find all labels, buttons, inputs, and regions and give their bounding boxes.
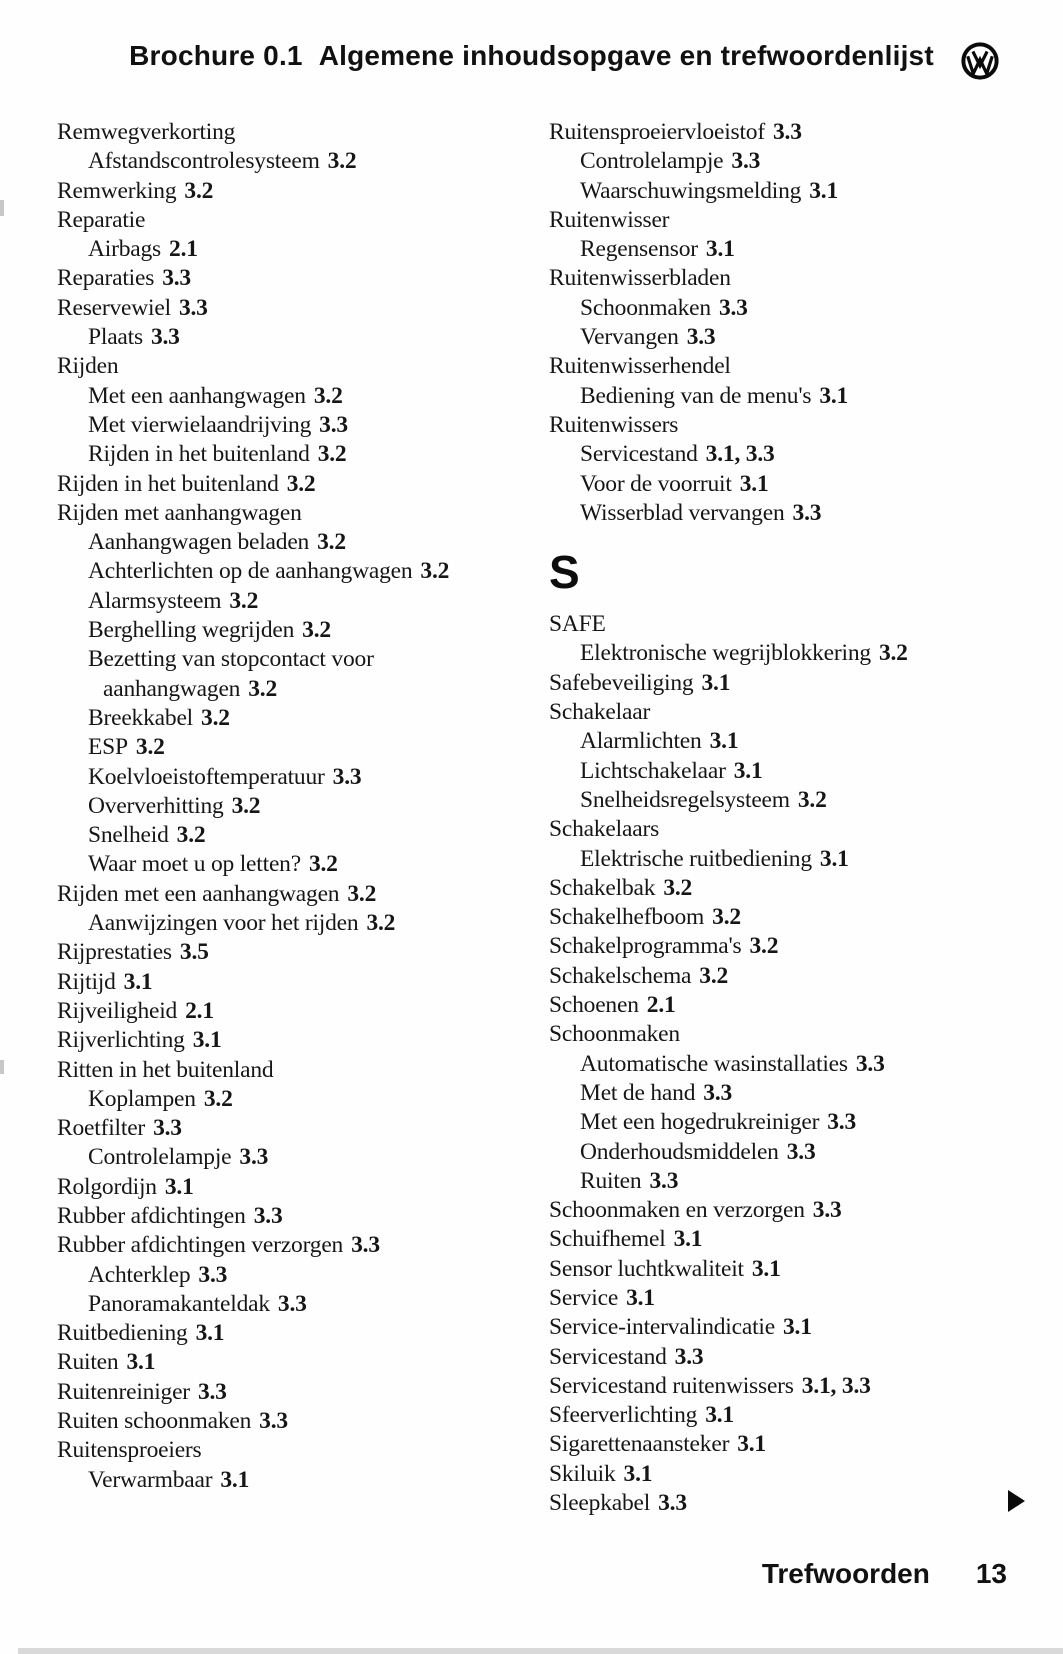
index-entry <box>57 1348 517 1377</box>
index-entry-section-number: 3.1 <box>809 177 839 204</box>
index-entry <box>57 997 517 1026</box>
index-entry-label: Controlelampje <box>580 148 724 175</box>
index-entry-label: Voor de voorruit <box>580 470 732 497</box>
index-entry <box>549 1020 1029 1049</box>
index-entry-section-number: 3.1 <box>164 1173 194 1200</box>
index-entry-label: Service <box>549 1284 619 1311</box>
index-entry-label: Alarmlichten <box>580 728 702 755</box>
index-entry-label: Aanhangwagen beladen <box>88 529 310 556</box>
index-entry-label: Ruitenreiniger <box>57 1378 190 1405</box>
scan-artifact-tick <box>0 1060 4 1074</box>
index-entry-section-number: 3.3 <box>162 265 191 292</box>
index-entry-label: Sigarettenaansteker <box>549 1431 730 1458</box>
scan-artifact-tick <box>0 200 4 216</box>
index-entry-section-number: 3.3 <box>332 763 362 790</box>
index-entry-label: Snelheidsregelsysteem <box>580 786 790 813</box>
index-entry-section-number: 3.2 <box>184 177 214 204</box>
index-entry <box>549 1343 1029 1372</box>
index-entry-section-number: 3.2 <box>420 558 450 585</box>
index-entry-label: ESP <box>88 734 128 761</box>
index-entry-label: Regensensor <box>580 236 698 263</box>
index-entry-section-number: 3.3 <box>674 1343 704 1370</box>
index-entry-section-number: 3.1 <box>626 1284 655 1311</box>
index-entry <box>57 850 517 879</box>
index-entry-section-number: 3.3 <box>178 294 208 321</box>
index-entry-label: Waarschuwingsmelding <box>580 177 802 204</box>
index-entry-section-number: 3.1, 3.3 <box>801 1372 871 1399</box>
index-entry-section-number: 3.2 <box>203 1085 233 1112</box>
index-entry-section-number: 3.1 <box>819 382 849 409</box>
index-entry <box>549 264 1029 293</box>
index-entry-label: Remwerking <box>57 177 177 204</box>
index-entry-label: Roetfilter <box>57 1115 146 1142</box>
index-entry <box>549 1196 1029 1225</box>
index-entry <box>549 411 1029 440</box>
index-entry <box>549 382 1029 411</box>
index-entry <box>57 294 517 323</box>
index-entry-label: Bediening van de menu's <box>580 382 812 409</box>
index-entry-label: Rubber afdichtingen <box>57 1202 246 1229</box>
index-entry-label: Rolgordijn <box>57 1173 157 1200</box>
index-entry-label: Berghelling wegrijden <box>88 617 295 644</box>
index-entry <box>549 470 1029 499</box>
index-entry-label: Met de hand <box>580 1079 696 1106</box>
index-entry-section-number: 3.3 <box>786 1138 816 1165</box>
index-entry-section-number: 3.2 <box>231 792 261 819</box>
index-entry-label: Sleepkabel <box>549 1490 651 1517</box>
index-entry-section-number: 3.3 <box>239 1144 269 1171</box>
index-entry-label: Ruitensproeiervloeistof <box>549 119 765 145</box>
index-entry <box>549 1284 1029 1313</box>
index-entry-section-number: 3.2 <box>135 734 165 761</box>
index-entry <box>57 206 517 235</box>
index-entry-label: Rijprestaties <box>57 939 172 966</box>
index-entry-section-number: 3.2 <box>366 910 396 937</box>
index-entry <box>549 874 1029 903</box>
index-entry-label: Servicestand <box>580 441 698 468</box>
index-entry <box>57 147 517 176</box>
index-entry-section-number: 3.3 <box>812 1197 842 1224</box>
page-footer <box>0 1558 1007 1590</box>
index-entry <box>57 411 517 440</box>
index-entry-section-number: 2.1 <box>169 236 198 263</box>
index-entry-label: Elektronische wegrijblokkering <box>580 640 871 667</box>
index-entry-label: Automatische wasinstallaties <box>580 1050 848 1077</box>
index-entry <box>549 991 1029 1020</box>
index-entry-label: Snelheid <box>88 822 169 849</box>
index-entry <box>549 1138 1029 1167</box>
index-entry <box>57 118 517 147</box>
index-entry-label: Reparaties <box>57 265 155 292</box>
index-entry <box>549 1108 1029 1137</box>
index-entry-section-number: 3.3 <box>150 324 180 351</box>
index-entry-label: Schoonmaken en verzorgen <box>549 1197 805 1224</box>
index-entry-label: Ruitbediening <box>57 1320 188 1347</box>
index-entry-section-number: 3.2 <box>248 675 278 702</box>
index-entry <box>57 821 517 850</box>
index-column-left <box>57 118 517 1495</box>
index-entry-section-number: 3.3 <box>731 148 761 175</box>
index-entry <box>57 470 517 499</box>
index-entry-label: Rijden met aanhangwagen <box>57 499 302 526</box>
index-entry-label: Servicestand <box>549 1343 667 1370</box>
index-entry-label: Ritten in het buitenland <box>57 1056 274 1083</box>
index-entry-section-number: 3.2 <box>663 874 693 901</box>
index-entry <box>549 177 1029 206</box>
index-entry-label: Rijden met een aanhangwagen <box>57 880 340 907</box>
index-entry <box>549 757 1029 786</box>
index-entry-section-number: 3.2 <box>229 587 259 614</box>
index-entry <box>549 845 1029 874</box>
index-entry-label: Ruitenwissers <box>549 411 679 438</box>
index-entry-label: Waar moet u op letten? <box>88 851 301 878</box>
index-entry-label: Onderhoudsmiddelen <box>580 1138 779 1165</box>
index-entry-label: Met vierwielaandrijving <box>88 411 312 438</box>
index-entry-section-number: 3.2 <box>878 640 908 667</box>
index-entry-label: Elektrische ruitbediening <box>580 845 812 872</box>
index-entry-label: Afstandscontrolesysteem <box>88 148 320 175</box>
index-entry <box>57 1378 517 1407</box>
index-entry-section-number: 3.1 <box>782 1314 812 1341</box>
index-entry-section-number: 3.2 <box>286 470 316 497</box>
index-entry-section-number: 3.3 <box>703 1079 733 1106</box>
index-entry-label: Koelvloeistoftemperatuur <box>88 763 325 790</box>
index-entry <box>57 235 517 264</box>
index-entry-section-number: 3.2 <box>797 786 827 813</box>
index-entry-label: Reparatie <box>57 206 146 233</box>
index-entry-label: Rubber afdichtingen verzorgen <box>57 1232 344 1259</box>
index-entry <box>57 675 517 704</box>
index-entry-section-number: 3.3 <box>198 1261 228 1288</box>
index-entry-section-number: 3.3 <box>351 1232 380 1259</box>
index-entry-label: Schoonmaken <box>580 294 711 321</box>
index-entry-label: Rijden in het buitenland <box>57 470 279 497</box>
index-entry <box>57 323 517 352</box>
index-entry-section-number: 3.1 <box>123 968 153 995</box>
footer-page-number: 13 <box>975 1558 1007 1589</box>
index-entry-label: Safebeveiliging <box>549 669 694 696</box>
index-entry <box>549 962 1029 991</box>
index-entry <box>549 1313 1029 1342</box>
index-entry-section-number: 3.1 <box>705 236 735 263</box>
index-entry <box>549 1225 1029 1254</box>
index-entry-label: Rijden <box>57 353 119 380</box>
index-entry <box>549 1489 1029 1518</box>
index-entry <box>57 1290 517 1319</box>
index-entry-section-number: 3.1 <box>623 1460 653 1487</box>
index-entry <box>549 118 1029 147</box>
index-entry <box>57 557 517 586</box>
index-entry-label: Schakelprogramma's <box>549 933 742 960</box>
index-entry-label: Ruitenwisserhendel <box>549 353 731 380</box>
index-entry <box>549 206 1029 235</box>
index-entry <box>57 528 517 557</box>
index-entry-section-number: 3.2 <box>712 904 741 931</box>
index-entry <box>57 1231 517 1260</box>
index-entry <box>549 323 1029 352</box>
page-title <box>0 40 1063 72</box>
index-entry-label: Rijverlichting <box>57 1027 185 1054</box>
index-entry-section-number: 3.2 <box>308 851 338 878</box>
index-entry <box>57 177 517 206</box>
index-entry <box>549 235 1029 264</box>
index-entry <box>549 1255 1029 1284</box>
index-entry <box>57 1407 517 1436</box>
index-entry-label: Ruiten <box>580 1167 642 1194</box>
index-entry-label: Lichtschakelaar <box>580 757 726 784</box>
index-entry-label: Controlelampje <box>88 1144 232 1171</box>
index-entry-label: Achterlichten op de aanhangwagen <box>88 558 413 585</box>
index-entry-section-number: 3.3 <box>253 1202 283 1229</box>
index-entry-label: Plaats <box>88 324 143 351</box>
vw-logo-icon <box>961 42 999 80</box>
index-entry-label: Ruitenwisser <box>549 206 670 233</box>
index-entry-section-number: 3.3 <box>277 1290 307 1317</box>
index-entry-label: Sfeerverlichting <box>549 1402 698 1429</box>
index-entry-section-number: 3.1 <box>701 669 731 696</box>
index-entry <box>57 909 517 938</box>
index-entry <box>549 815 1029 844</box>
index-entry <box>549 1460 1029 1489</box>
index-entry-section-number: 3.1 <box>709 728 739 755</box>
index-entry-section-number: 3.2 <box>176 822 206 849</box>
continuation-arrow-icon <box>1008 1490 1025 1512</box>
index-entry-section-number: 3.1 <box>733 757 763 784</box>
page-title-main: Algemene inhoudsopgave en trefwoordenlijst <box>318 40 934 71</box>
index-entry-section-number: 3.3 <box>855 1050 885 1077</box>
index-entry-label: Met een hogedrukreiniger <box>580 1109 820 1136</box>
index-entry <box>57 792 517 821</box>
index-entry-section-number: 3.2 <box>317 529 346 556</box>
index-entry-label: Remwegverkorting <box>57 119 236 145</box>
index-entry-section-number: 3.3 <box>319 411 348 438</box>
index-entry-label: Schoenen <box>549 992 639 1019</box>
index-entry-label: Service-intervalindicatie <box>549 1314 775 1341</box>
index-entry-section-number: 3.1 <box>819 845 849 872</box>
index-entry-label: Schakelbak <box>549 874 656 901</box>
index-entry-label: Panoramakanteldak <box>88 1290 270 1317</box>
index-entry <box>57 1436 517 1465</box>
index-entry-section-number: 3.3 <box>792 499 822 526</box>
index-entry <box>57 382 517 411</box>
index-entry <box>549 786 1029 815</box>
index-entry-section-number: 3.1 <box>673 1226 703 1253</box>
index-entry <box>57 264 517 293</box>
index-entry <box>57 645 517 674</box>
index-entry-section-number: 3.3 <box>827 1109 857 1136</box>
index-entry-section-number: 3.1 <box>705 1402 734 1429</box>
index-entry-section-number: 3.3 <box>153 1115 182 1142</box>
index-entry-section-number: 3.3 <box>259 1408 288 1435</box>
index-entry <box>57 1056 517 1085</box>
index-entry <box>57 1466 517 1495</box>
index-entry-section-number: 2.1 <box>185 997 214 1024</box>
index-entry <box>549 1079 1029 1108</box>
index-entry-label: Oververhitting <box>88 792 224 819</box>
index-entry <box>549 1430 1029 1459</box>
index-entry-label: Vervangen <box>580 324 679 351</box>
index-entry-section-number: 3.2 <box>699 962 729 989</box>
index-entry <box>57 440 517 469</box>
index-entry-section-number: 3.2 <box>347 880 377 907</box>
index-entry <box>57 763 517 792</box>
index-entry <box>549 294 1029 323</box>
index-entry-label: Skiluik <box>549 1460 616 1487</box>
index-entry-label: Schakelhefboom <box>549 904 705 931</box>
index-entry-section-number: 3.2 <box>313 382 343 409</box>
index-entry-label: Ruitensproeiers <box>57 1437 202 1464</box>
footer-section-label: Trefwoorden <box>761 1558 930 1589</box>
index-entry-label: Schuifhemel <box>549 1226 666 1253</box>
index-entry-label: Ruiten schoonmaken <box>57 1408 252 1435</box>
index-entry-section-number: 3.5 <box>179 939 209 966</box>
index-entry-label: Schakelaar <box>549 699 651 726</box>
index-entry <box>57 1319 517 1348</box>
index-entry <box>549 669 1029 698</box>
index-entry-label: SAFE <box>549 611 606 638</box>
index-entry-section-number: 3.2 <box>302 617 331 644</box>
index-entry <box>57 1143 517 1172</box>
index-entry <box>57 587 517 616</box>
index-entry <box>57 733 517 762</box>
index-entry <box>57 880 517 909</box>
index-entry-section-number: 3.3 <box>658 1490 687 1517</box>
index-entry-label: Schakelaars <box>549 816 660 843</box>
index-entry <box>57 1085 517 1114</box>
index-entry-label: Sensor luchtkwaliteit <box>549 1255 744 1282</box>
index-entry-section-number: 3.1, 3.3 <box>705 441 775 468</box>
index-entry-section-number: 3.1 <box>126 1349 156 1376</box>
index-entry-label: Breekkabel <box>88 704 194 731</box>
index-entry <box>549 352 1029 381</box>
index-entry <box>549 1167 1029 1196</box>
index-entry <box>549 698 1029 727</box>
index-entry <box>549 440 1029 469</box>
section-letter: S <box>549 546 580 599</box>
index-entry-label: Rijden in het buitenland <box>88 441 310 468</box>
index-entry-label: Met een aanhangwagen <box>88 382 306 409</box>
index-entry-label: Koplampen <box>88 1085 196 1112</box>
index-entry <box>549 639 1029 668</box>
index-entry-label: aanhangwagen <box>103 675 241 702</box>
index-entry-section-number: 2.1 <box>646 992 676 1019</box>
index-entry-section-number: 3.3 <box>718 294 748 321</box>
index-entry-section-number: 3.3 <box>686 324 716 351</box>
index-entry-section-number: 3.2 <box>327 148 357 175</box>
index-entry-label: Ruitenwisserbladen <box>549 265 731 292</box>
index-entry <box>57 938 517 967</box>
index-entry <box>57 1026 517 1055</box>
index-entry <box>57 1114 517 1143</box>
index-entry-label: Bezetting van stopcontact voor <box>88 646 374 673</box>
index-entry <box>549 903 1029 932</box>
index-entry <box>57 1261 517 1290</box>
index-entry-section-number: 3.1 <box>739 470 769 497</box>
index-entry-label: Reservewiel <box>57 294 171 321</box>
index-entry <box>57 1173 517 1202</box>
index-entry <box>57 499 517 528</box>
index-entry <box>549 147 1029 176</box>
index-entry <box>57 968 517 997</box>
scan-edge-shadow <box>18 1648 1063 1654</box>
index-entry <box>549 727 1029 756</box>
index-entry <box>57 352 517 381</box>
index-entry <box>549 1401 1029 1430</box>
index-entry-label: Servicestand ruitenwissers <box>549 1372 794 1399</box>
index-entry-section-number: 3.1 <box>751 1255 781 1282</box>
index-entry-section-number: 3.2 <box>201 704 230 731</box>
index-entry-label: Rijtijd <box>57 968 116 995</box>
index-entry-label: Ruiten <box>57 1349 119 1376</box>
index-entry-section-number: 3.1 <box>220 1466 250 1493</box>
index-entry-label: Aanwijzingen voor het rijden <box>88 910 359 937</box>
index-entry <box>57 616 517 645</box>
index-entry-label: Airbags <box>88 236 162 263</box>
index-entry <box>549 932 1029 961</box>
index-entry-section-number: 3.3 <box>197 1378 227 1405</box>
index-entry-section-number: 3.3 <box>649 1167 679 1194</box>
index-entry-label: Rijveiligheid <box>57 997 178 1024</box>
index-entry-label: Achterklep <box>88 1261 191 1288</box>
index-entry-section-number: 3.3 <box>773 119 802 145</box>
index-entry-section-number: 3.2 <box>317 441 347 468</box>
index-entry-label: Alarmsysteem <box>88 587 222 614</box>
index-entry-section-number: 3.1 <box>192 1027 222 1054</box>
index-entry <box>549 1372 1029 1401</box>
page-title-prefix: Brochure 0.1 <box>129 40 303 71</box>
index-entry <box>57 1202 517 1231</box>
index-entry-section-number: 3.1 <box>195 1320 225 1347</box>
index-entry <box>57 704 517 733</box>
index-entry-label: Wisserblad vervangen <box>580 499 785 526</box>
index-entry-section-number: 3.1 <box>737 1431 766 1458</box>
index-entry <box>549 1050 1029 1079</box>
index-entry <box>549 610 1029 639</box>
index-entry-label: Schoonmaken <box>549 1021 680 1048</box>
index-entry <box>549 499 1029 528</box>
index-entry-label: Verwarmbaar <box>88 1466 213 1493</box>
index-entry-section-number: 3.2 <box>749 933 779 960</box>
index-column-right <box>549 118 1029 1518</box>
index-entry-label: Schakelschema <box>549 962 692 989</box>
